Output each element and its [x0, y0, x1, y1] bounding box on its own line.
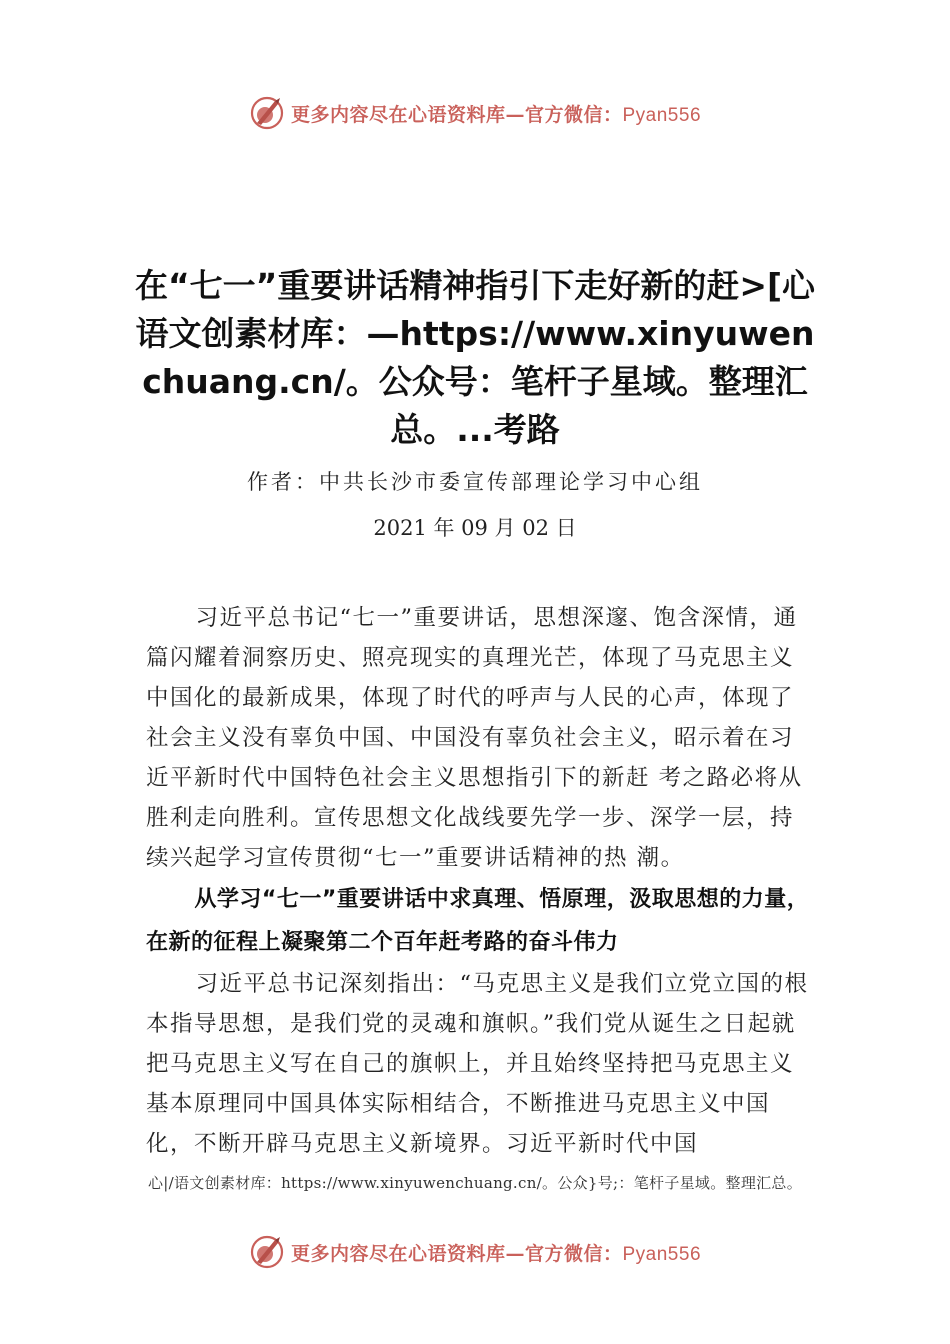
document-body	[146, 598, 814, 1164]
wechat-id: Pyan556	[622, 1243, 702, 1265]
document-author: 作者：中共长沙市委宣传部理论学习中心组	[247, 470, 703, 494]
footer-note: 心|/语文创素材库：https://www.xinyuwenchuang.cn/。公众}号;：笔杆子星域。整理汇总。	[147, 1174, 803, 1192]
document-title: 在“七一”重要讲话精神指引下走好新的赶>[心语文创素材库：—https://www.xinyuwenchuang.cn/。公众号：笔杆子星域。整理汇总。...考路	[134, 266, 816, 449]
wechat-id: Pyan556	[622, 104, 702, 126]
banner-text: 更多内容尽在心语资料库—官方微信：	[290, 1242, 623, 1265]
quill-logo-icon	[249, 1234, 285, 1270]
document-date: 2021 年 09 月 02 日	[373, 516, 577, 540]
footer-banner	[0, 1232, 950, 1272]
banner-brand-text	[291, 1239, 701, 1266]
paragraph-2: 习近平总书记深刻指出：“马克思主义是我们立党立国的根本指导思想，是我们党的灵魂和旗帜。”我们党从诞生之日起就把马克思主义写在自己的旗帜上，并且始终坚持把马克思主义基本原理同中国具体实际相结合，不断推进马克思主义中国化，不断开辟马克思主义新境界。习近平新时代中国	[146, 971, 809, 1157]
section-heading: 从学习“七一”重要讲话中求真理、悟原理，汲取思想的力量，在新的征程上凝聚第二个百年赶考路的奋斗伟力	[146, 887, 810, 955]
banner-text: 更多内容尽在心语资料库—官方微信：	[290, 103, 623, 126]
quill-logo-icon	[249, 95, 285, 131]
banner-brand-text	[291, 100, 701, 127]
paragraph-1: 习近平总书记“七一”重要讲话，思想深邃、饱含深情，通篇闪耀着洞察历史、照亮现实的真理光芒，体现了马克思主义中国化的最新成果，体现了时代的呼声与人民的心声，体现了社会主义没有辜负中国、中国没有辜负社会主义，昭示着在习近平新时代中国特色社会主义思想指引下的新赶 考之路必将从胜利走向胜利。宣传思想文化战线要先学一步、深学一层，持续兴起学习宣传贯彻“七一”重要讲话精神的热 潮。	[146, 605, 803, 871]
header-banner	[0, 93, 950, 133]
